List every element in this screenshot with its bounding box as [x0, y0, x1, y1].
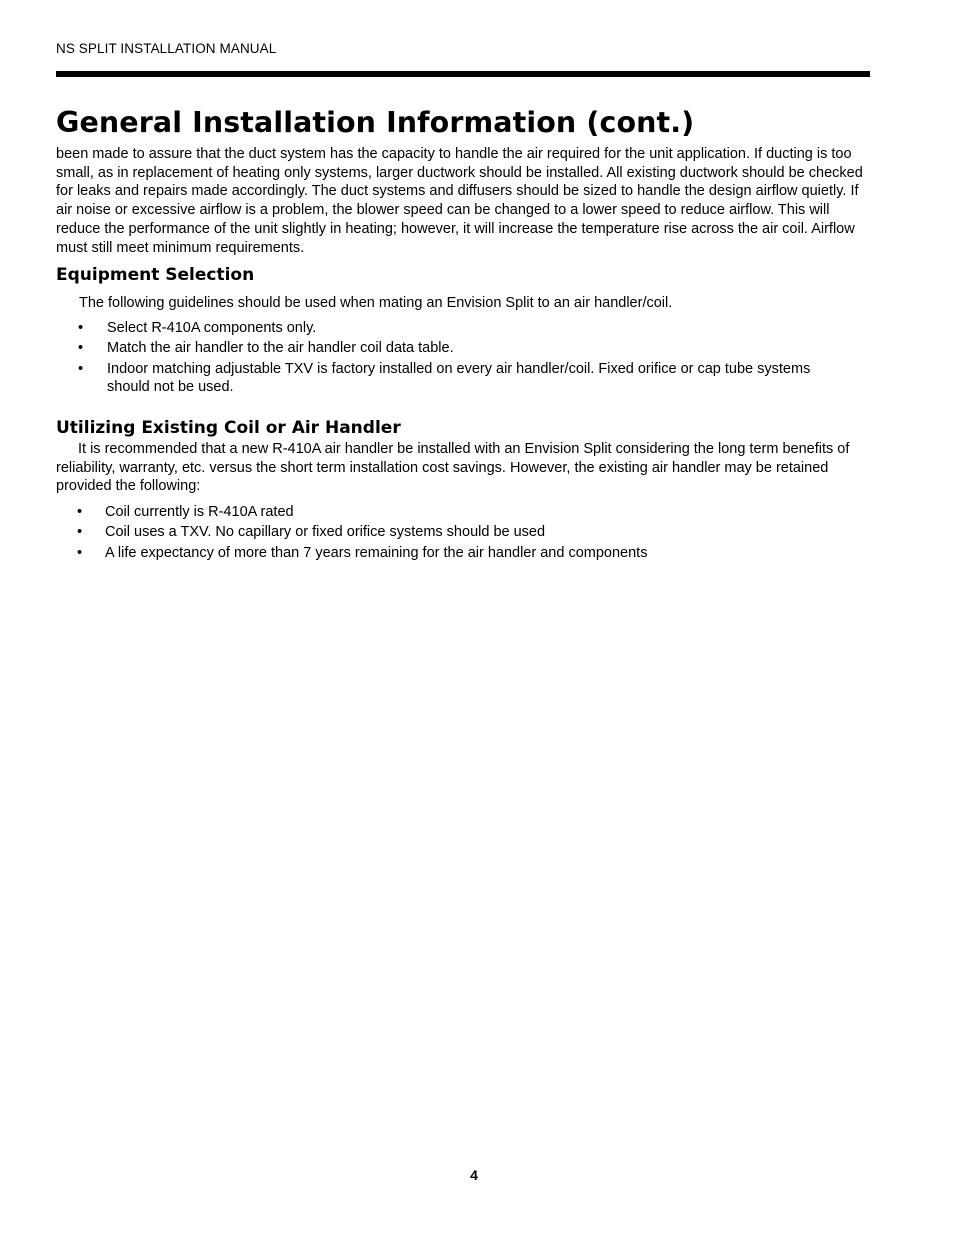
bullet-icon: •	[77, 504, 83, 520]
list-item	[76, 523, 856, 542]
list-item	[77, 360, 857, 397]
bullet-icon: •	[78, 320, 84, 336]
list-item	[76, 503, 856, 522]
list-item-text: Coil currently is R-410A rated	[105, 504, 294, 520]
equipment-selection-lead: The following guidelines should be used when mating an Envision Split to an air handler/coil.	[79, 295, 673, 311]
bullet-icon: •	[78, 340, 84, 357]
running-header: NS SPLIT INSTALLATION MANUAL	[56, 41, 277, 56]
list-item	[77, 339, 857, 358]
header-rule	[56, 71, 870, 77]
list-item-text: Coil uses a TXV. No capillary or fixed orifice systems should be used	[105, 524, 546, 541]
bullet-icon: •	[78, 360, 84, 377]
list-item	[77, 319, 857, 338]
page-number: 4	[470, 1167, 478, 1183]
existing-coil-heading: Utilizing Existing Coil or Air Handler	[56, 418, 401, 438]
bullet-icon: •	[77, 524, 83, 541]
bullet-icon: •	[77, 544, 83, 561]
equipment-selection-list	[77, 319, 857, 399]
list-item	[76, 544, 856, 563]
page-title: General Installation Information (cont.)	[56, 106, 695, 139]
list-item-text: Select R-410A components only.	[107, 320, 317, 336]
list-item-text: Match the air handler to the air handler coil data table.	[107, 340, 454, 357]
existing-coil-paragraph: It is recommended that a new R-410A air handler be installed with an Envision Split considering the long term benefits of reliability, warranty, etc. versus the short term installation cost savings. However, the existing air handler may be retained provided the following:	[56, 441, 850, 495]
intro-paragraph: been made to assure that the duct system has the capacity to handle the air required for the unit application. If ducting is too small, as in replacement of heating only systems, larger ductwork should be installed. All existing ductwork should be checked for leaks and repairs made accordingly. The duct systems and diffusers should be sized to handle the design airflow quietly. If air noise or excessive airflow is a problem, the blower speed can be changed to a lower speed to reduce airflow. This will reduce the performance of the unit slightly in heating; however, it will increase the temperature rise across the air coil. Airflow must still meet minimum requirements.	[56, 146, 863, 256]
list-item-text: A life expectancy of more than 7 years remaining for the air handler and components	[105, 544, 648, 561]
list-item-text: Indoor matching adjustable TXV is factory installed on every air handler/coil. Fixed orifice or cap tube systems should not be used.	[107, 360, 811, 396]
equipment-selection-heading: Equipment Selection	[56, 265, 255, 285]
existing-coil-list	[76, 503, 856, 564]
